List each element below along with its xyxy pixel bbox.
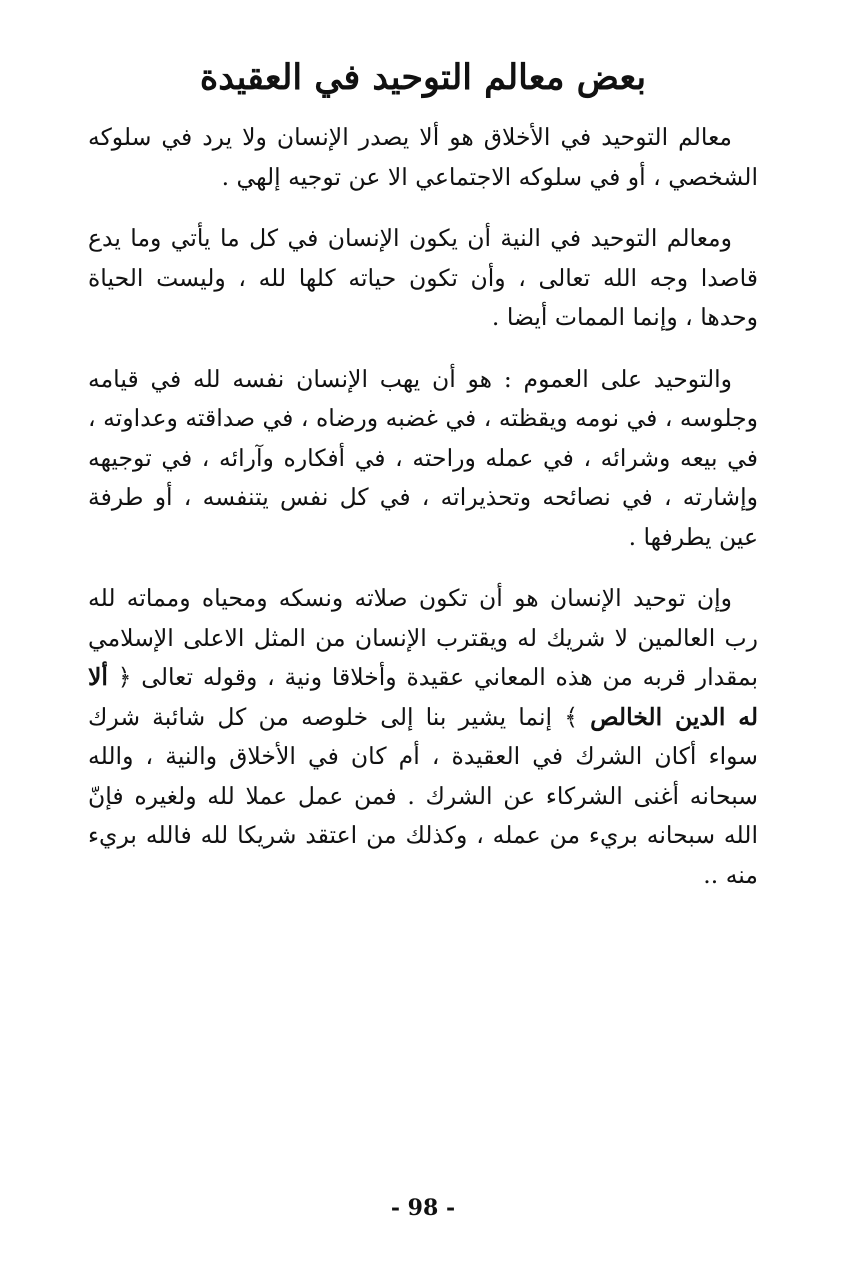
page-number: - 98 - <box>390 1195 456 1221</box>
body-text <box>88 118 758 917</box>
paragraph-conclusion-part2: ﴾ إنما يشير بنا إلى خلوصه من كل شائبة شرك سواء أكان الشرك في العقيدة ، أم كان في الأخلاق والنية ، والله سبحانه أغنى الشركاء عن الشرك . فمن عمل عملا لله ولغيره فإنّ الله سبحانه بريء من عمله ، وكذلك من اعتقد شريكا لله فالله بريء منه .. <box>88 702 758 889</box>
paragraph-conclusion <box>88 579 758 895</box>
page-title: بعض معالم التوحيد في العقيدة <box>199 57 647 98</box>
paragraph-conclusion-part1: وإن توحيد الإنسان هو أن تكون صلاته ونسكه ومحياه ومماته لله رب العالمين لا شريك له ويقترب الإنسان من المثل الاعلى الإسلامي بمقدار قربه من هذه المعاني عقيدة وأخلاقا ونية ، وقوله تعالى ﴿ <box>88 584 758 691</box>
paragraph-intention: ومعالم التوحيد في النية أن يكون الإنسان في كل ما يأتي وما يدع قاصدا وجه الله تعالى ، وأن تكون حياته كلها لله ، وليست الحياة وحدها ، وإنما الممات أيضا . <box>88 224 758 331</box>
paragraph-general: والتوحيد على العموم : هو أن يهب الإنسان نفسه لله في قيامه وجلوسه ، في نومه ويقظته ، في غضبه ورضاه ، في صداقته وعداوته ، في بيعه وشرائه ، في عمله وراحته ، في أفكاره وآرائه ، في توجيهه وإشارته ، في نصائحه وتحذيراته ، في كل نفس يتنفسه ، أو طرفة عين يطرفها . <box>88 364 758 551</box>
paragraph-ethics: معالم التوحيد في الأخلاق هو ألا يصدر الإنسان ولا يرد في سلوكه الشخصي ، أو في سلوكه الاجتماعي الا عن توجيه إلهي . <box>88 123 758 191</box>
quran-quote: ألا له الدين الخالص <box>88 663 758 731</box>
